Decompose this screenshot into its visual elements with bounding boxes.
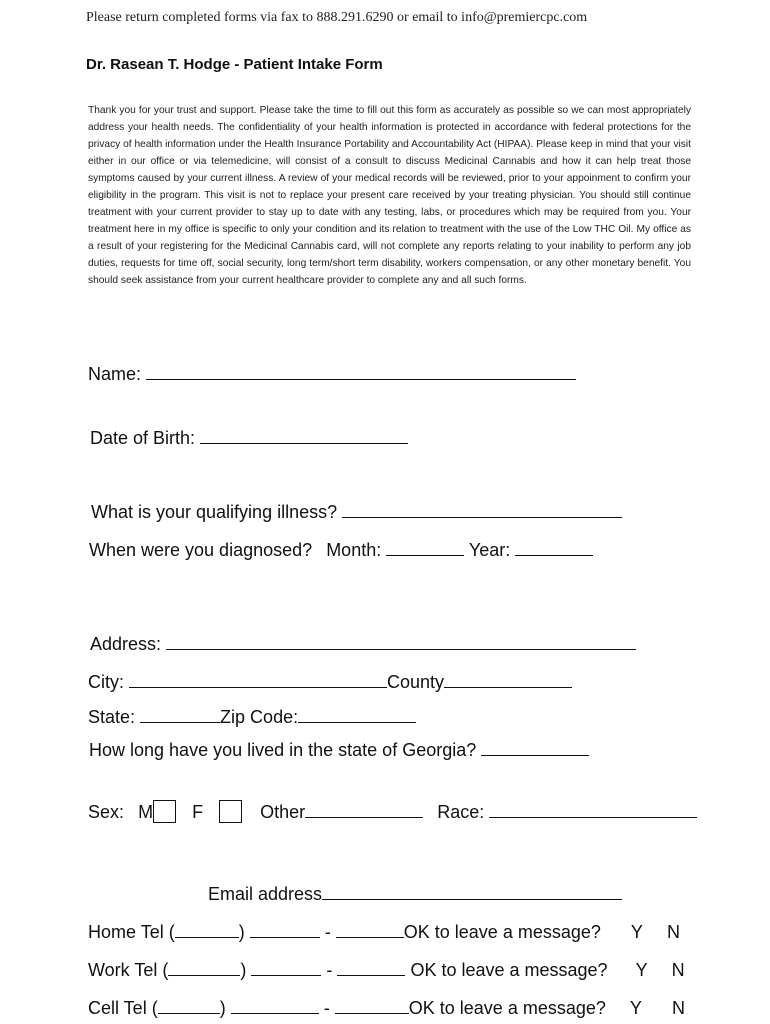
cell-tel-open-paren: ( xyxy=(151,998,158,1018)
city-label: City: xyxy=(88,672,124,692)
dob-label: Date of Birth: xyxy=(90,428,196,448)
work-tel-row xyxy=(88,959,685,981)
email-label: Email address xyxy=(208,884,323,904)
home-tel-label: Home Tel xyxy=(88,922,164,942)
sex-f-checkbox[interactable] xyxy=(219,800,242,823)
dob-row xyxy=(90,427,408,449)
county-blank[interactable] xyxy=(444,671,572,688)
name-blank[interactable] xyxy=(146,363,576,380)
home-tel-close-paren: ) xyxy=(238,922,245,942)
home-tel-open-paren: ( xyxy=(168,922,175,942)
cell-tel-prefix-blank[interactable] xyxy=(231,997,319,1014)
cell-tel-line-blank[interactable] xyxy=(335,997,409,1014)
home-tel-ok-label: OK to leave a message? xyxy=(403,922,601,942)
state-blank[interactable] xyxy=(140,706,220,723)
cell-tel-close-paren: ) xyxy=(219,998,226,1018)
email-blank[interactable] xyxy=(322,883,622,900)
race-blank[interactable] xyxy=(489,801,697,818)
state-zip-row xyxy=(88,706,416,728)
diagnosed-row xyxy=(89,539,593,561)
work-tel-no[interactable]: N xyxy=(671,960,685,980)
return-instructions: Please return completed forms via fax to 888.291.6290 or email to info@premiercpc.com xyxy=(86,10,588,25)
cell-tel-dash: - xyxy=(323,998,330,1018)
state-label: State: xyxy=(88,707,136,727)
other-blank[interactable] xyxy=(305,801,423,818)
month-label: Month: xyxy=(326,540,382,560)
work-tel-close-paren: ) xyxy=(240,960,247,980)
georgia-label: How long have you lived in the state of Georgia? xyxy=(89,740,477,760)
name-label: Name: xyxy=(88,364,142,384)
diagnosed-label: When were you diagnosed? xyxy=(89,540,313,560)
zip-label: Zip Code: xyxy=(220,707,299,727)
work-tel-label: Work Tel xyxy=(88,960,158,980)
home-tel-line-blank[interactable] xyxy=(336,921,404,938)
home-tel-yes[interactable]: Y xyxy=(630,922,643,942)
year-label: Year: xyxy=(468,540,511,560)
form-title: Dr. Rasean T. Hodge - Patient Intake Form xyxy=(86,56,383,73)
home-tel-prefix-blank[interactable] xyxy=(250,921,320,938)
home-tel-no[interactable]: N xyxy=(666,922,680,942)
work-tel-ok-label: OK to leave a message? xyxy=(410,960,608,980)
county-label: County xyxy=(387,672,445,692)
cell-tel-label: Cell Tel xyxy=(88,998,147,1018)
sex-m-checkbox[interactable] xyxy=(153,800,176,823)
race-label: Race: xyxy=(437,802,485,822)
city-blank[interactable] xyxy=(129,671,387,688)
cell-tel-row xyxy=(88,997,685,1019)
sex-race-row xyxy=(88,800,697,823)
work-tel-dash: - xyxy=(326,960,333,980)
work-tel-prefix-blank[interactable] xyxy=(251,959,321,976)
work-tel-yes[interactable]: Y xyxy=(635,960,648,980)
georgia-blank[interactable] xyxy=(481,739,589,756)
sex-m-label: M xyxy=(138,802,154,822)
name-row xyxy=(88,363,576,385)
intro-paragraph: Thank you for your trust and support. Please take the time to fill out this form as accurately as possible so we can most appropriately address your health needs. The confidentiality of your health information is protected in accordance with federal protections for the privacy of health information under the Health Insurance Portability and Accountability Act (HIPAA). Please keep in mind that your visit either in our office or via telemedicine, will consist of a consult to discuss Medicinal Cannabis and how it can help treat those symptoms caused by your current illness. A review of your medical records will be reviewed, prior to your appoinment to confirm your eligibility in the program. This visit is not to replace your present care received by your treating physician. You should still continue treatment with your current provider to stay up to date with any testing, labs, or procedures which may be required from you. Your treatment here in my office is specific to only your condition and its relation to treatment with the use of the Low THC Oil. My office as a result of your registering for the Medicinal Cannabis card, will not complete any reports relating to your inability to perform any job duties, requests for time off, social security, long term/short term disability, workers compensation, or any other monetary benefit. You should seek assistance from your current healthcare provider to complete any and all such forms. xyxy=(88,105,691,286)
illness-blank[interactable] xyxy=(342,501,622,518)
georgia-row xyxy=(89,739,589,761)
cell-tel-ok-label: OK to leave a message? xyxy=(408,998,606,1018)
work-tel-open-paren: ( xyxy=(162,960,169,980)
sex-label: Sex: xyxy=(88,802,125,822)
address-blank[interactable] xyxy=(166,633,636,650)
other-label: Other xyxy=(260,802,306,822)
dob-blank[interactable] xyxy=(200,427,408,444)
home-tel-row xyxy=(88,921,680,943)
month-blank[interactable] xyxy=(386,539,464,556)
home-tel-area-blank[interactable] xyxy=(175,921,239,938)
work-tel-line-blank[interactable] xyxy=(337,959,405,976)
illness-row xyxy=(91,501,622,523)
home-tel-dash: - xyxy=(324,922,331,942)
email-row xyxy=(208,883,622,905)
address-row xyxy=(90,633,636,655)
illness-label: What is your qualifying illness? xyxy=(91,502,338,522)
cell-tel-area-blank[interactable] xyxy=(158,997,220,1014)
city-county-row xyxy=(88,671,572,693)
address-label: Address: xyxy=(90,634,162,654)
work-tel-area-blank[interactable] xyxy=(168,959,240,976)
zip-blank[interactable] xyxy=(298,706,416,723)
year-blank[interactable] xyxy=(515,539,593,556)
cell-tel-yes[interactable]: Y xyxy=(629,998,642,1018)
cell-tel-no[interactable]: N xyxy=(671,998,685,1018)
sex-f-label: F xyxy=(192,802,204,822)
